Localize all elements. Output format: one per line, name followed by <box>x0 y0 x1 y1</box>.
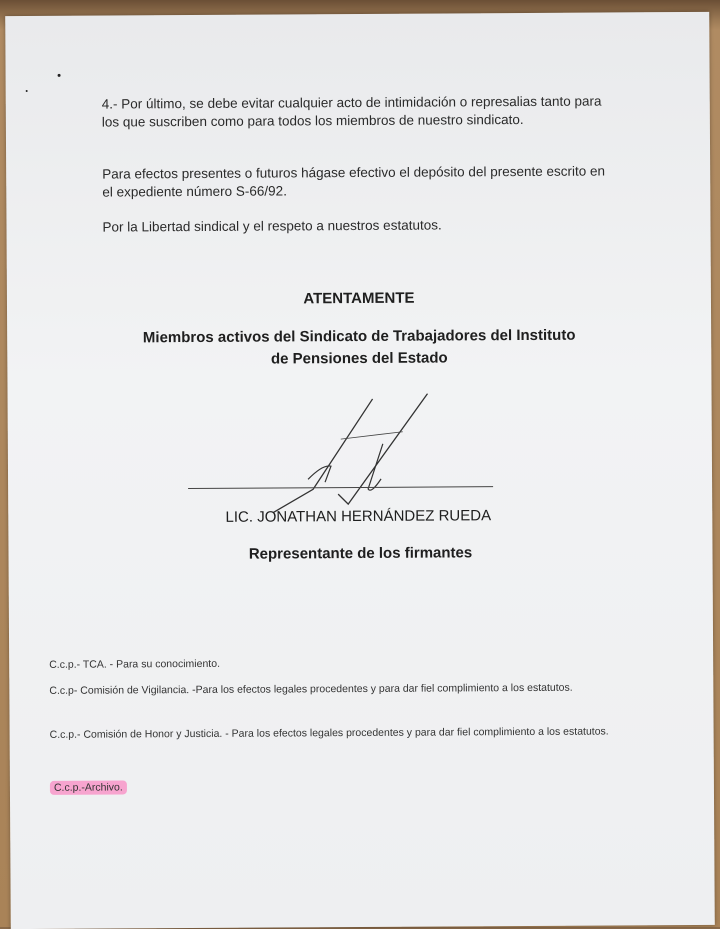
ccp-tca: C.c.p.- TCA. - Para su conocimiento. <box>49 657 221 671</box>
organization-line-1: Miembros activos del Sindicato de Trabajadores del Instituto <box>142 326 576 347</box>
archivo-highlight: C.c.p.-Archivo. <box>50 780 127 794</box>
paragraph-libertad: Por la Libertad sindical y el respeto a nuestros estatutos. <box>102 217 442 235</box>
handwritten-signature <box>253 393 454 519</box>
ccp-vigilancia: C.c.p- Comisión de Vigilancia. -Para los efectos legales procedentes y para dar fiel complimiento a los estatutos. <box>49 681 573 697</box>
paper-speck <box>26 90 28 92</box>
signer-role: Representante de los firmantes <box>248 544 473 563</box>
signer-name: LIC. JONATHAN HERNÁNDEZ RUEDA <box>225 507 492 526</box>
paragraph-deposito: Para efectos presentes o futuros hágase efectivo el depósito del presente escrito en el expediente número S-66/92. <box>102 163 606 200</box>
paper-speck <box>58 74 61 77</box>
ccp-archivo <box>50 777 680 795</box>
closing-atentamente: ATENTAMENTE <box>303 289 415 308</box>
document-page <box>5 12 715 929</box>
paragraph-4: 4.- Por último, se debe evitar cualquier acto de intimidación o represalias tanto para los que suscriben como para todos los miembros de nuestro sindicato. <box>101 93 602 130</box>
organization-line-2: de Pensiones del Estado <box>270 349 448 368</box>
ccp-honor-justicia: C.c.p.- Comisión de Honor y Justicia. - Para los efectos legales procedentes y para dar fiel complimiento a los estatutos. <box>49 725 609 741</box>
